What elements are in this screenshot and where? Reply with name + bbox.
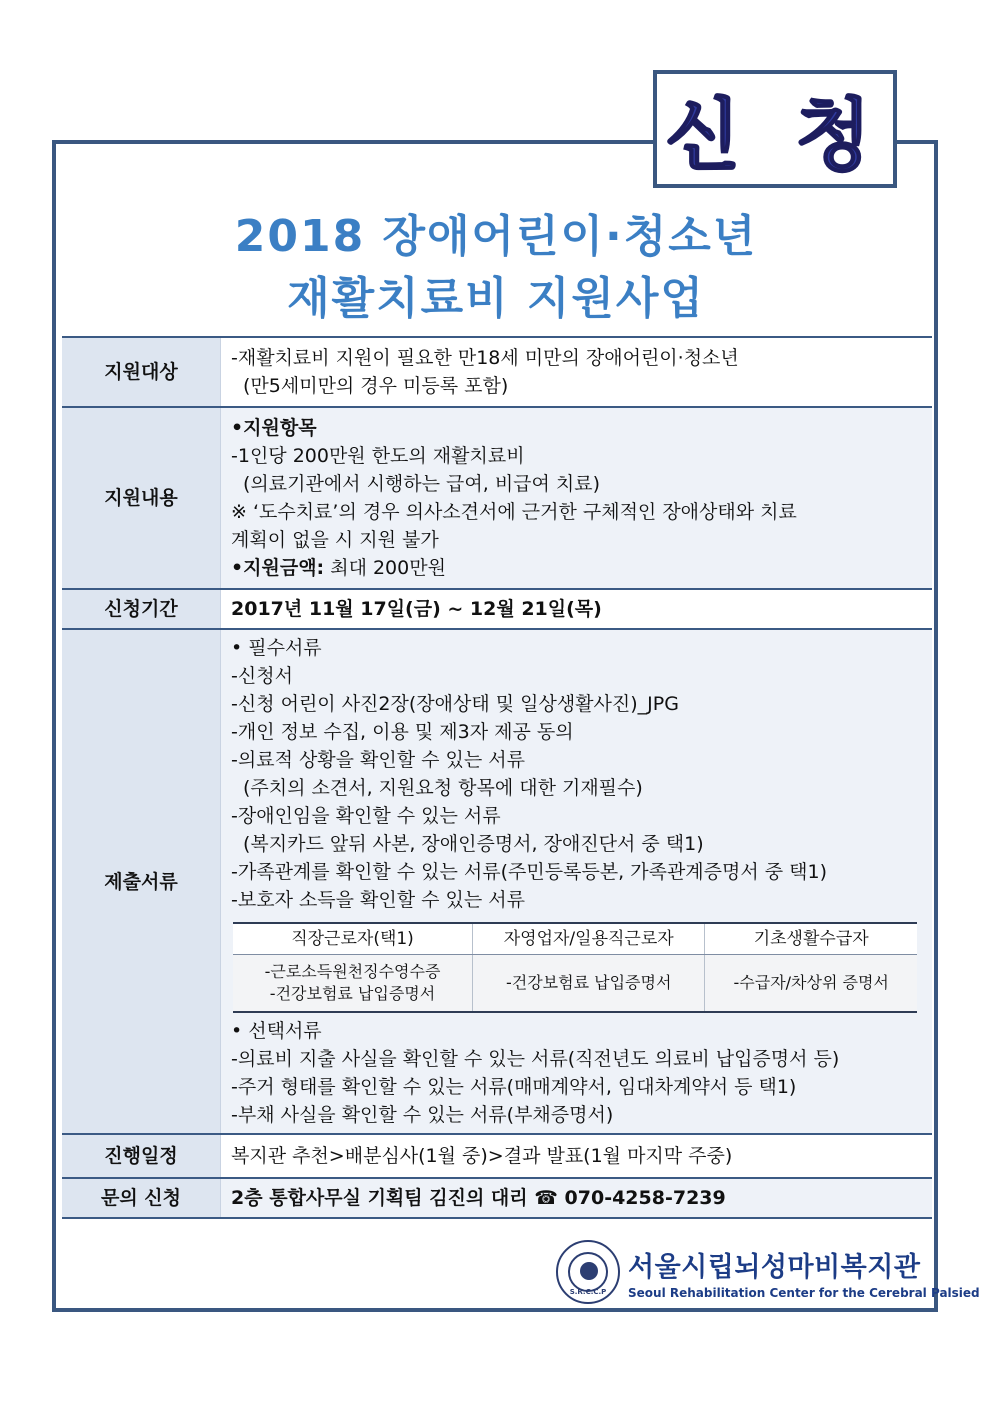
required-doc: -신청 어린이 사진2장(장애상태 및 일상생활사진)_JPG [231, 693, 679, 715]
value-contact: 2층 통합사무실 기획팀 김진의 대리 ☎ 070-4258-7239 [221, 1178, 933, 1218]
value-content [221, 407, 933, 589]
target-line-2: (만5세미만의 경우 미등록 포함) [243, 375, 509, 397]
label-target: 지원대상 [62, 337, 221, 407]
label-schedule: 진행일정 [62, 1134, 221, 1178]
stamp-text: 신 청 [665, 91, 885, 181]
optional-doc: -의료비 지출 사실을 확인할 수 있는 서류(직전년도 의료비 납입증명서 등) [231, 1048, 840, 1070]
value-docs [221, 629, 933, 1134]
content-line-4: 계획이 없을 시 지원 불가 [231, 529, 439, 551]
title-line-2: 재활치료비 지원사업 [287, 273, 705, 324]
target-line-1: -재활치료비 지원이 필요한 만18세 미만의 장애어린이·청소년 [231, 347, 739, 369]
income-table [233, 922, 917, 1013]
row-schedule [62, 1134, 932, 1178]
required-doc: -보호자 소득을 확인할 수 있는 서류 [231, 889, 526, 911]
row-content [62, 407, 932, 589]
center-logo [556, 1240, 980, 1304]
content-item-head: •지원항목 [231, 417, 317, 439]
income-header-row [233, 923, 917, 955]
row-period [62, 589, 932, 629]
content-line-1: -1인당 200만원 한도의 재활치료비 [231, 445, 525, 467]
required-doc: -개인 정보 수집, 이용 및 제3자 제공 동의 [231, 721, 574, 743]
label-content: 지원내용 [62, 407, 221, 589]
info-table [62, 336, 932, 1219]
income-header: 자영업자/일용직근로자 [473, 923, 705, 955]
required-head: • 필수서류 [231, 637, 322, 659]
income-cell-row [233, 955, 917, 1013]
required-doc: (주치의 소견서, 지원요청 항목에 대한 기재필수) [243, 777, 643, 799]
label-contact: 문의 신청 [62, 1178, 221, 1218]
income-header: 기초생활수급자 [705, 923, 917, 955]
value-period: 2017년 11월 17일(금) ~ 12월 21일(목) [221, 589, 933, 629]
seal-icon [556, 1240, 620, 1304]
label-period: 신청기간 [62, 589, 221, 629]
row-docs [62, 629, 932, 1134]
optional-head: • 선택서류 [231, 1020, 322, 1042]
income-cell: -건강보험료 납입증명서 [473, 955, 705, 1013]
required-doc: -가족관계를 확인할 수 있는 서류(주민등록등본, 가족관계증명서 중 택1) [231, 861, 827, 883]
income-header: 직장근로자(택1) [233, 923, 473, 955]
seal-text: S.R.C.C.P [569, 1288, 607, 1296]
content-line-2: (의료기관에서 시행하는 급여, 비급여 치료) [243, 473, 601, 495]
logo-name-ko: 서울시립뇌성마비복지관 [628, 1251, 921, 1283]
title-line-1: 2018 장애어린이·청소년 [234, 211, 758, 262]
optional-doc: -부채 사실을 확인할 수 있는 서류(부채증명서) [231, 1104, 614, 1126]
value-schedule: 복지관 추천>배분심사(1월 중)>결과 발표(1월 마지막 주중) [221, 1134, 933, 1178]
required-doc: (복지카드 앞뒤 사본, 장애인증명서, 장애진단서 중 택1) [243, 833, 704, 855]
amount-value: 최대 200만원 [324, 557, 446, 579]
required-doc: -의료적 상황을 확인할 수 있는 서류 [231, 749, 526, 771]
income-cell: -근로소득원천징수영수증 -건강보험료 납입증명서 [233, 955, 473, 1013]
content-amount [231, 554, 922, 582]
amount-head: •지원금액: [231, 557, 325, 579]
required-doc: -장애인임을 확인할 수 있는 서류 [231, 805, 501, 827]
apply-stamp [653, 70, 897, 188]
label-docs: 제출서류 [62, 629, 221, 1134]
content-line-3: ※ ‘도수치료’의 경우 의사소견서에 근거한 구체적인 장애상태와 치료 [231, 501, 797, 523]
value-target [221, 337, 933, 407]
row-target [62, 337, 932, 407]
income-cell: -수급자/차상위 증명서 [705, 955, 917, 1013]
required-doc: -신청서 [231, 665, 293, 687]
optional-doc: -주거 형태를 확인할 수 있는 서류(매매계약서, 임대차계약서 등 택1) [231, 1076, 797, 1098]
logo-name-en: Seoul Rehabilitation Center for the Cerebral Palsied [628, 1285, 980, 1300]
row-contact [62, 1178, 932, 1218]
